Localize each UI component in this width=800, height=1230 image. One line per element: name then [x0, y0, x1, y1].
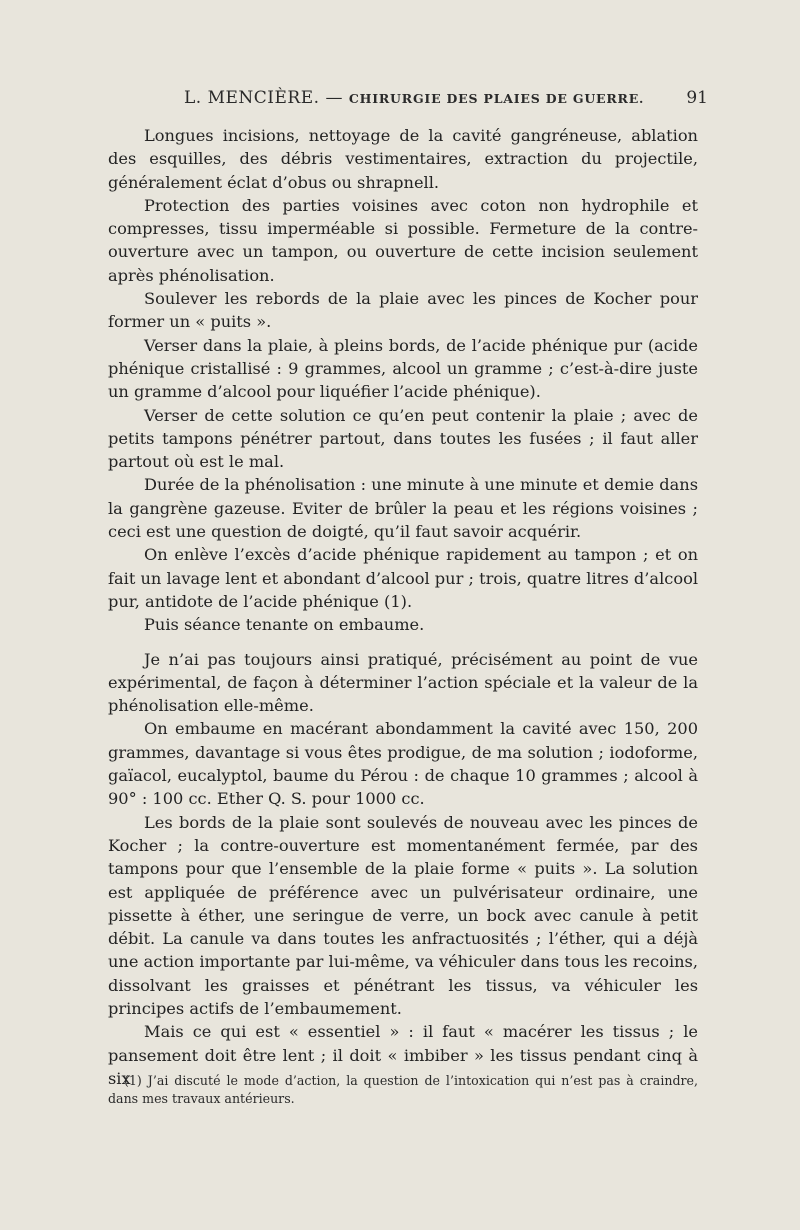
paragraph: Puis séance tenante on embaume. [144, 615, 425, 635]
paragraph: On embaume en macérant abondamment la cavité avec 150, 200 grammes, davantage si vous êtes prodigue, de ma solution ; iodoforme, gaïacol, eucalyptol, baume du Pérou : de chaque 10 grammes ; alcool à 90° : 100 cc. Ether Q. S. pour 1000 cc. [108, 719, 698, 809]
header-dash: — [319, 88, 349, 108]
paragraph: Longues incisions, nettoyage de la cavité gangréneuse, ablation des esquilles, des débris vestimentaires, extraction du projectile, généralement éclat d’obus ou shrapnell. [108, 126, 698, 192]
footnote [108, 1072, 698, 1108]
paragraph: On enlève l’excès d’acide phénique rapidement au tampon ; et on fait un lavage lent et abondant d’alcool pur ; trois, quatre litres d’alcool pur, antidote de l’acide phénique (1). [108, 545, 698, 611]
footnote-text: (1) J’ai discuté le mode d’action, la question de l’intoxication qui n’est pas à craindre, dans mes travaux antérieurs. [108, 1073, 698, 1106]
header-author: L. MENCIÈRE. [184, 88, 320, 108]
paragraph: Soulever les rebords de la plaie avec les pinces de Kocher pour former un « puits ». [108, 289, 698, 332]
header-title: CHIRURGIE DES PLAIES DE GUERRE. [348, 91, 645, 106]
running-header [108, 88, 708, 116]
paragraph: Je n’ai pas toujours ainsi pratiqué, précisément au point de vue expérimental, de façon à déterminer l’action spéciale et la valeur de la phénolisation elle-même. [108, 649, 698, 716]
page-number: 91 [686, 88, 708, 108]
paragraph: Protection des parties voisines avec coton non hydrophile et compresses, tissu imperméable si possible. Fermeture de la contre-ouverture avec un tampon, ou ouverture de cette incision seulement après phénolisation. [108, 195, 698, 285]
running-title [184, 88, 644, 108]
paragraph: Verser de cette solution ce qu’en peut contenir la plaie ; avec de petits tampons pénétrer partout, dans toutes les fusées ; il faut aller partout où est le mal. [108, 405, 698, 472]
body-text [108, 124, 698, 1090]
paragraph: Les bords de la plaie sont soulevés de nouveau avec les pinces de Kocher ; la contre-ouverture est momentanément fermée, par des tampons pour que l’ensemble de la plaie forme « puits ». La solution est appliquée de préférence avec un pulvérisateur ordinaire, une pissette à éther, une seringue de verre, un bock avec canule à petit débit. La canule va dans toutes les anfractuosités ; l’éther, qui a déjà une action importante par lui-même, va véhiculer dans tous les recoins, dissolvant les graisses et pénétrant les tissus, va véhiculer les principes actifs de l’embaumement. [108, 812, 698, 1018]
paragraph: Durée de la phénolisation : une minute à une minute et demie dans la gangrène gazeuse. Eviter de brûler la peau et les régions voisines ; ceci est une question de doigté, qu’il faut savoir acquérir. [108, 475, 698, 542]
paragraph: Mais ce qui est « essentiel » : il faut « macérer les tissus ; le pansement doit être lent ; il doit « imbiber » les tissus pendant cinq à six [108, 1022, 698, 1088]
paragraph: Verser dans la plaie, à pleins bords, de l’acide phénique pur (acide phénique cristallisé : 9 grammes, alcool un gramme ; c’est-à-dire juste un gramme d’alcool pour liquéfier l’acide phénique). [108, 335, 698, 402]
